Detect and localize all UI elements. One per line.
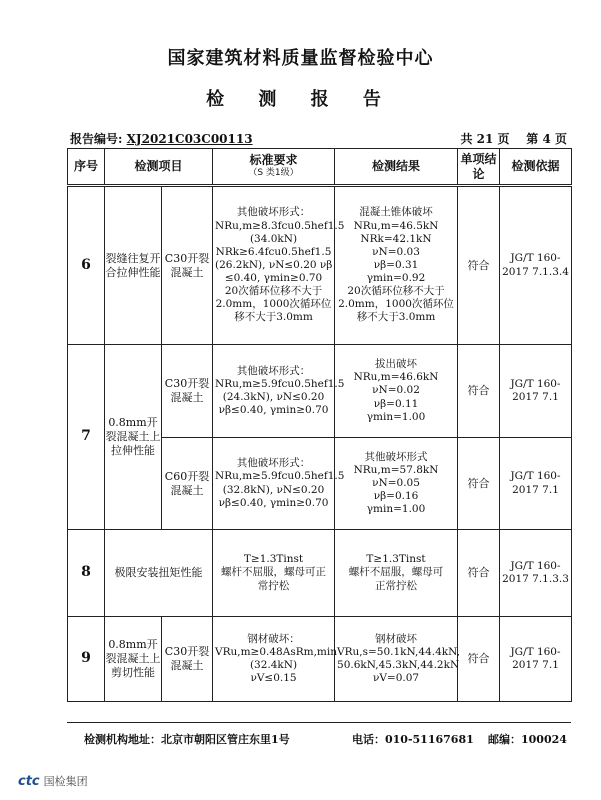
row-requirement xyxy=(213,530,335,617)
req-line: (32.4kN) xyxy=(249,659,298,671)
res-line: VRu,s=50.1kN,44.4kN, xyxy=(337,645,460,658)
res-line: νβ=0.31 xyxy=(373,258,419,271)
res-line: NRk=42.1kN xyxy=(360,232,432,245)
row-result xyxy=(335,530,458,617)
footer-phone: 电话：010-51167681 xyxy=(352,733,474,746)
row-conclusion: 符合 xyxy=(458,186,500,345)
req-line: 其他破坏形式： xyxy=(236,457,311,470)
res-line: νN=0.05 xyxy=(372,476,420,489)
req-line: 钢材破坏： xyxy=(247,632,300,645)
req-line: 2.0mm，1000次循环位 xyxy=(215,298,332,311)
res-line: νN=0.02 xyxy=(372,384,420,397)
row-requirement xyxy=(213,438,345,530)
req-line: NRk≥6.4fcu0.5hef1.5 xyxy=(215,245,332,258)
org-title: 国家建筑材料质量监督检验中心 xyxy=(167,48,434,69)
row-material: C30开裂混凝土 xyxy=(162,186,213,345)
col-header-conclusion: 单项结论 xyxy=(458,149,500,186)
table-row xyxy=(68,345,572,438)
req-line: 移不大于3.0mm xyxy=(234,311,313,324)
row-result xyxy=(335,438,458,530)
row-material: C30开裂混凝土 xyxy=(162,617,213,702)
row-result xyxy=(335,617,458,702)
res-line: γmin=1.00 xyxy=(366,503,426,516)
res-line: T≥1.3Tinst xyxy=(366,553,426,566)
row-item: 极限安装扭矩性能 xyxy=(105,530,213,617)
req-line: NRu,m≥5.9fcu0.5hef1.5 xyxy=(215,377,345,390)
col-header-req xyxy=(213,149,335,186)
res-line: 20次循环位移不大于 xyxy=(347,285,445,298)
row-requirement xyxy=(213,186,345,345)
page-info xyxy=(461,130,568,147)
ctc-logo-icon: ctc xyxy=(18,773,40,789)
req-line: (24.3kN), νN≤0.20 xyxy=(222,391,325,403)
res-line: γmin=1.00 xyxy=(366,410,426,423)
row-conclusion: 符合 xyxy=(458,617,500,702)
report-table xyxy=(67,148,572,702)
row-basis: JG/T 160-2017 7.1 xyxy=(500,617,572,702)
res-line: 拔出破坏 xyxy=(375,358,418,371)
res-line: 50.6kN,45.3kN,44.2kN xyxy=(337,659,460,671)
total-pages: 共 21 页 xyxy=(460,132,510,146)
req-line: 其他破坏形式： xyxy=(236,364,311,377)
req-line: NRu,m≥8.3fcu0.5hef1.5 xyxy=(215,219,345,232)
req-line: (26.2kN), νN≤0.20 νβ xyxy=(215,258,333,271)
res-line: νβ=0.16 xyxy=(373,490,419,503)
col-header-result: 检测结果 xyxy=(335,149,458,186)
row-basis: JG/T 160-2017 7.1 xyxy=(500,345,572,438)
req-line: 螺杆不屈服，螺母可正 xyxy=(221,566,327,579)
row-material: C30开裂混凝土 xyxy=(162,345,213,438)
row-conclusion: 符合 xyxy=(458,345,500,438)
req-line: νβ≤0.40, γmin≥0.70 xyxy=(218,404,329,417)
report-number-value: XJ2021C03C00113 xyxy=(126,132,253,146)
row-material: C60开裂混凝土 xyxy=(162,438,213,530)
res-line: νβ=0.11 xyxy=(373,397,419,410)
res-line: NRu,m=46.5kN xyxy=(353,219,439,232)
res-line: 钢材破坏 xyxy=(375,632,418,645)
res-line: νV=0.07 xyxy=(372,672,420,685)
brand-name: 国检集团 xyxy=(43,775,88,788)
req-line: (34.0kN) xyxy=(249,232,298,245)
row-item: 裂缝往复开合拉伸性能 xyxy=(105,186,162,345)
row-seq: 6 xyxy=(68,186,105,345)
row-seq: 8 xyxy=(68,530,105,617)
req-line: VRu,m≥0.48AsRm,min xyxy=(215,645,337,658)
res-line: 2.0mm，1000次循环位 xyxy=(338,298,454,311)
footer-divider xyxy=(67,722,571,723)
req-line: NRu,m≥5.9fcu0.5hef1.5 xyxy=(215,470,345,483)
res-line: γmin=0.92 xyxy=(366,272,426,285)
req-line: T≥1.3Tinst xyxy=(243,553,304,566)
row-item: 0.8mm开裂混凝土上剪切性能 xyxy=(105,617,162,702)
req-line: νV≤0.15 xyxy=(250,672,297,685)
res-line: NRu,m=57.8kN xyxy=(353,463,439,476)
row-result xyxy=(335,345,458,438)
footer-address: 检测机构地址：北京市朝阳区管庄东里1号 xyxy=(84,733,290,746)
col-header-item: 检测项目 xyxy=(105,149,213,186)
req-line: ≤0.40, γmin≥0.70 xyxy=(224,272,323,285)
req-line: 其他破坏形式： xyxy=(236,206,311,219)
report-title: 检 测 报 告 xyxy=(206,89,395,110)
col-header-basis: 检测依据 xyxy=(500,149,572,186)
res-line: 混凝土锥体破坏 xyxy=(359,206,433,219)
row-item: 0.8mm开裂混凝土上拉伸性能 xyxy=(105,345,162,530)
row-requirement xyxy=(213,345,345,438)
res-line: 螺杆不屈服，螺母可 xyxy=(348,566,444,579)
report-number-label: 报告编号: xyxy=(70,132,123,146)
res-line: νN=0.03 xyxy=(372,245,420,258)
req-line: (32.8kN), νN≤0.20 xyxy=(222,483,325,496)
brand-logo xyxy=(18,773,88,789)
row-result xyxy=(335,186,458,345)
row-basis: JG/T 160-2017 7.1 xyxy=(500,438,572,530)
col-header-req-sub: （S 类1级） xyxy=(248,168,299,179)
row-basis: JG/T 160-2017 7.1.3.3 xyxy=(500,530,572,617)
table-row xyxy=(68,186,572,345)
table-row xyxy=(68,530,572,617)
col-header-seq: 序号 xyxy=(68,149,105,186)
res-line: 移不大于3.0mm xyxy=(356,311,436,324)
table-row xyxy=(68,617,572,702)
req-line: 常拧松 xyxy=(257,579,290,592)
page-number: 第 4 页 xyxy=(526,132,567,146)
res-line: 其他破坏形式 xyxy=(364,450,428,463)
row-requirement xyxy=(213,617,335,702)
row-basis: JG/T 160-2017 7.1.3.4 xyxy=(500,186,572,345)
req-line: 20次循环位移不大于 xyxy=(224,285,323,298)
row-conclusion: 符合 xyxy=(458,438,500,530)
footer-postcode: 邮编：100024 xyxy=(488,733,567,746)
row-seq: 7 xyxy=(68,345,105,530)
row-conclusion: 符合 xyxy=(458,530,500,617)
row-seq: 9 xyxy=(68,617,105,702)
req-line: νβ≤0.40, γmin≥0.70 xyxy=(218,496,329,509)
report-number xyxy=(70,130,253,147)
table-header-row xyxy=(68,149,572,186)
col-header-req-label: 标准要求 xyxy=(249,153,298,168)
res-line: NRu,m=46.6kN xyxy=(353,371,439,384)
res-line: 正常拧松 xyxy=(375,579,418,592)
